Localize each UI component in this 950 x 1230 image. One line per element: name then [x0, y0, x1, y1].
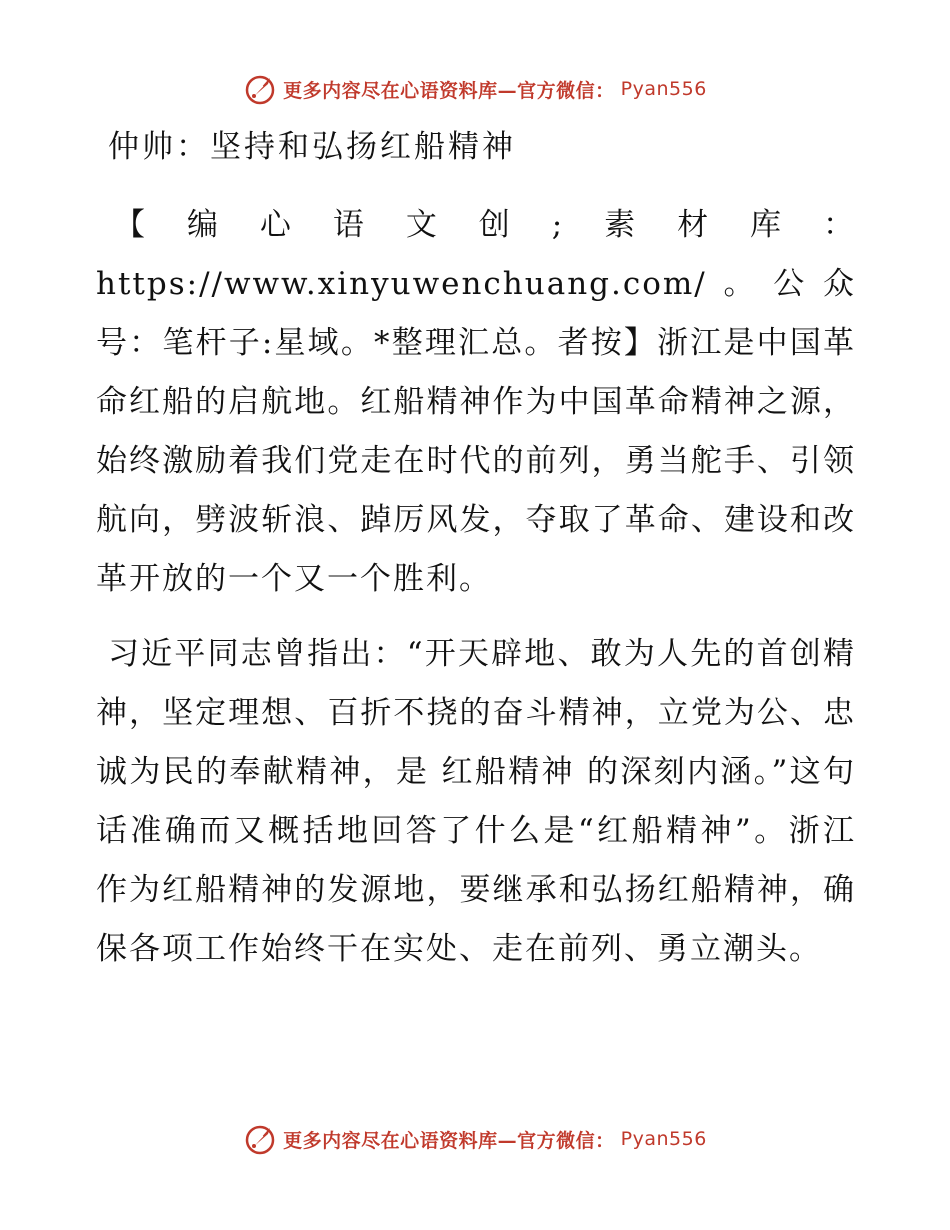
footer-banner	[0, 1122, 950, 1156]
page-title: 仲帅：坚持和弘扬红船精神	[108, 129, 516, 165]
header-banner-wechat: Pyan556	[620, 78, 707, 100]
footer-banner-text: 更多内容尽在心语资料库—官方微信：	[283, 1129, 615, 1152]
header-banner	[0, 72, 950, 106]
paragraph-intro: 【编心语文创;素材库：https://www.xinyuwenchuang.com/。公众号：笔杆子:星域。*整理汇总。者按】浙江是中国革命红船的启航地。红船精神作为中国革命精神之源，始终激励着我们党走在时代的前列，勇当舵手、引领航向，劈波斩浪、踔厉风发，夺取了革命、建设和改革开放的一个又一个胜利。	[96, 207, 856, 597]
header-banner-text: 更多内容尽在心语资料库—官方微信：	[283, 79, 615, 102]
quill-pen-logo-icon	[243, 1122, 277, 1156]
quill-pen-logo-icon	[243, 72, 277, 106]
paragraph-quote: 习近平同志曾指出：“开天辟地、敢为人先的首创精神，坚定理想、百折不挠的奋斗精神，立党为公、忠诚为民的奉献精神，是 红船精神 的深刻内涵。”这句话准确而又概括地回答了什么是“红船精神”。浙江作为红船精神的发源地，要继承和弘扬红船精神，确保各项工作始终干在实处、走在前列、勇立潮头。	[96, 636, 856, 967]
article-body	[96, 196, 856, 979]
footer-banner-wechat: Pyan556	[620, 1128, 707, 1150]
